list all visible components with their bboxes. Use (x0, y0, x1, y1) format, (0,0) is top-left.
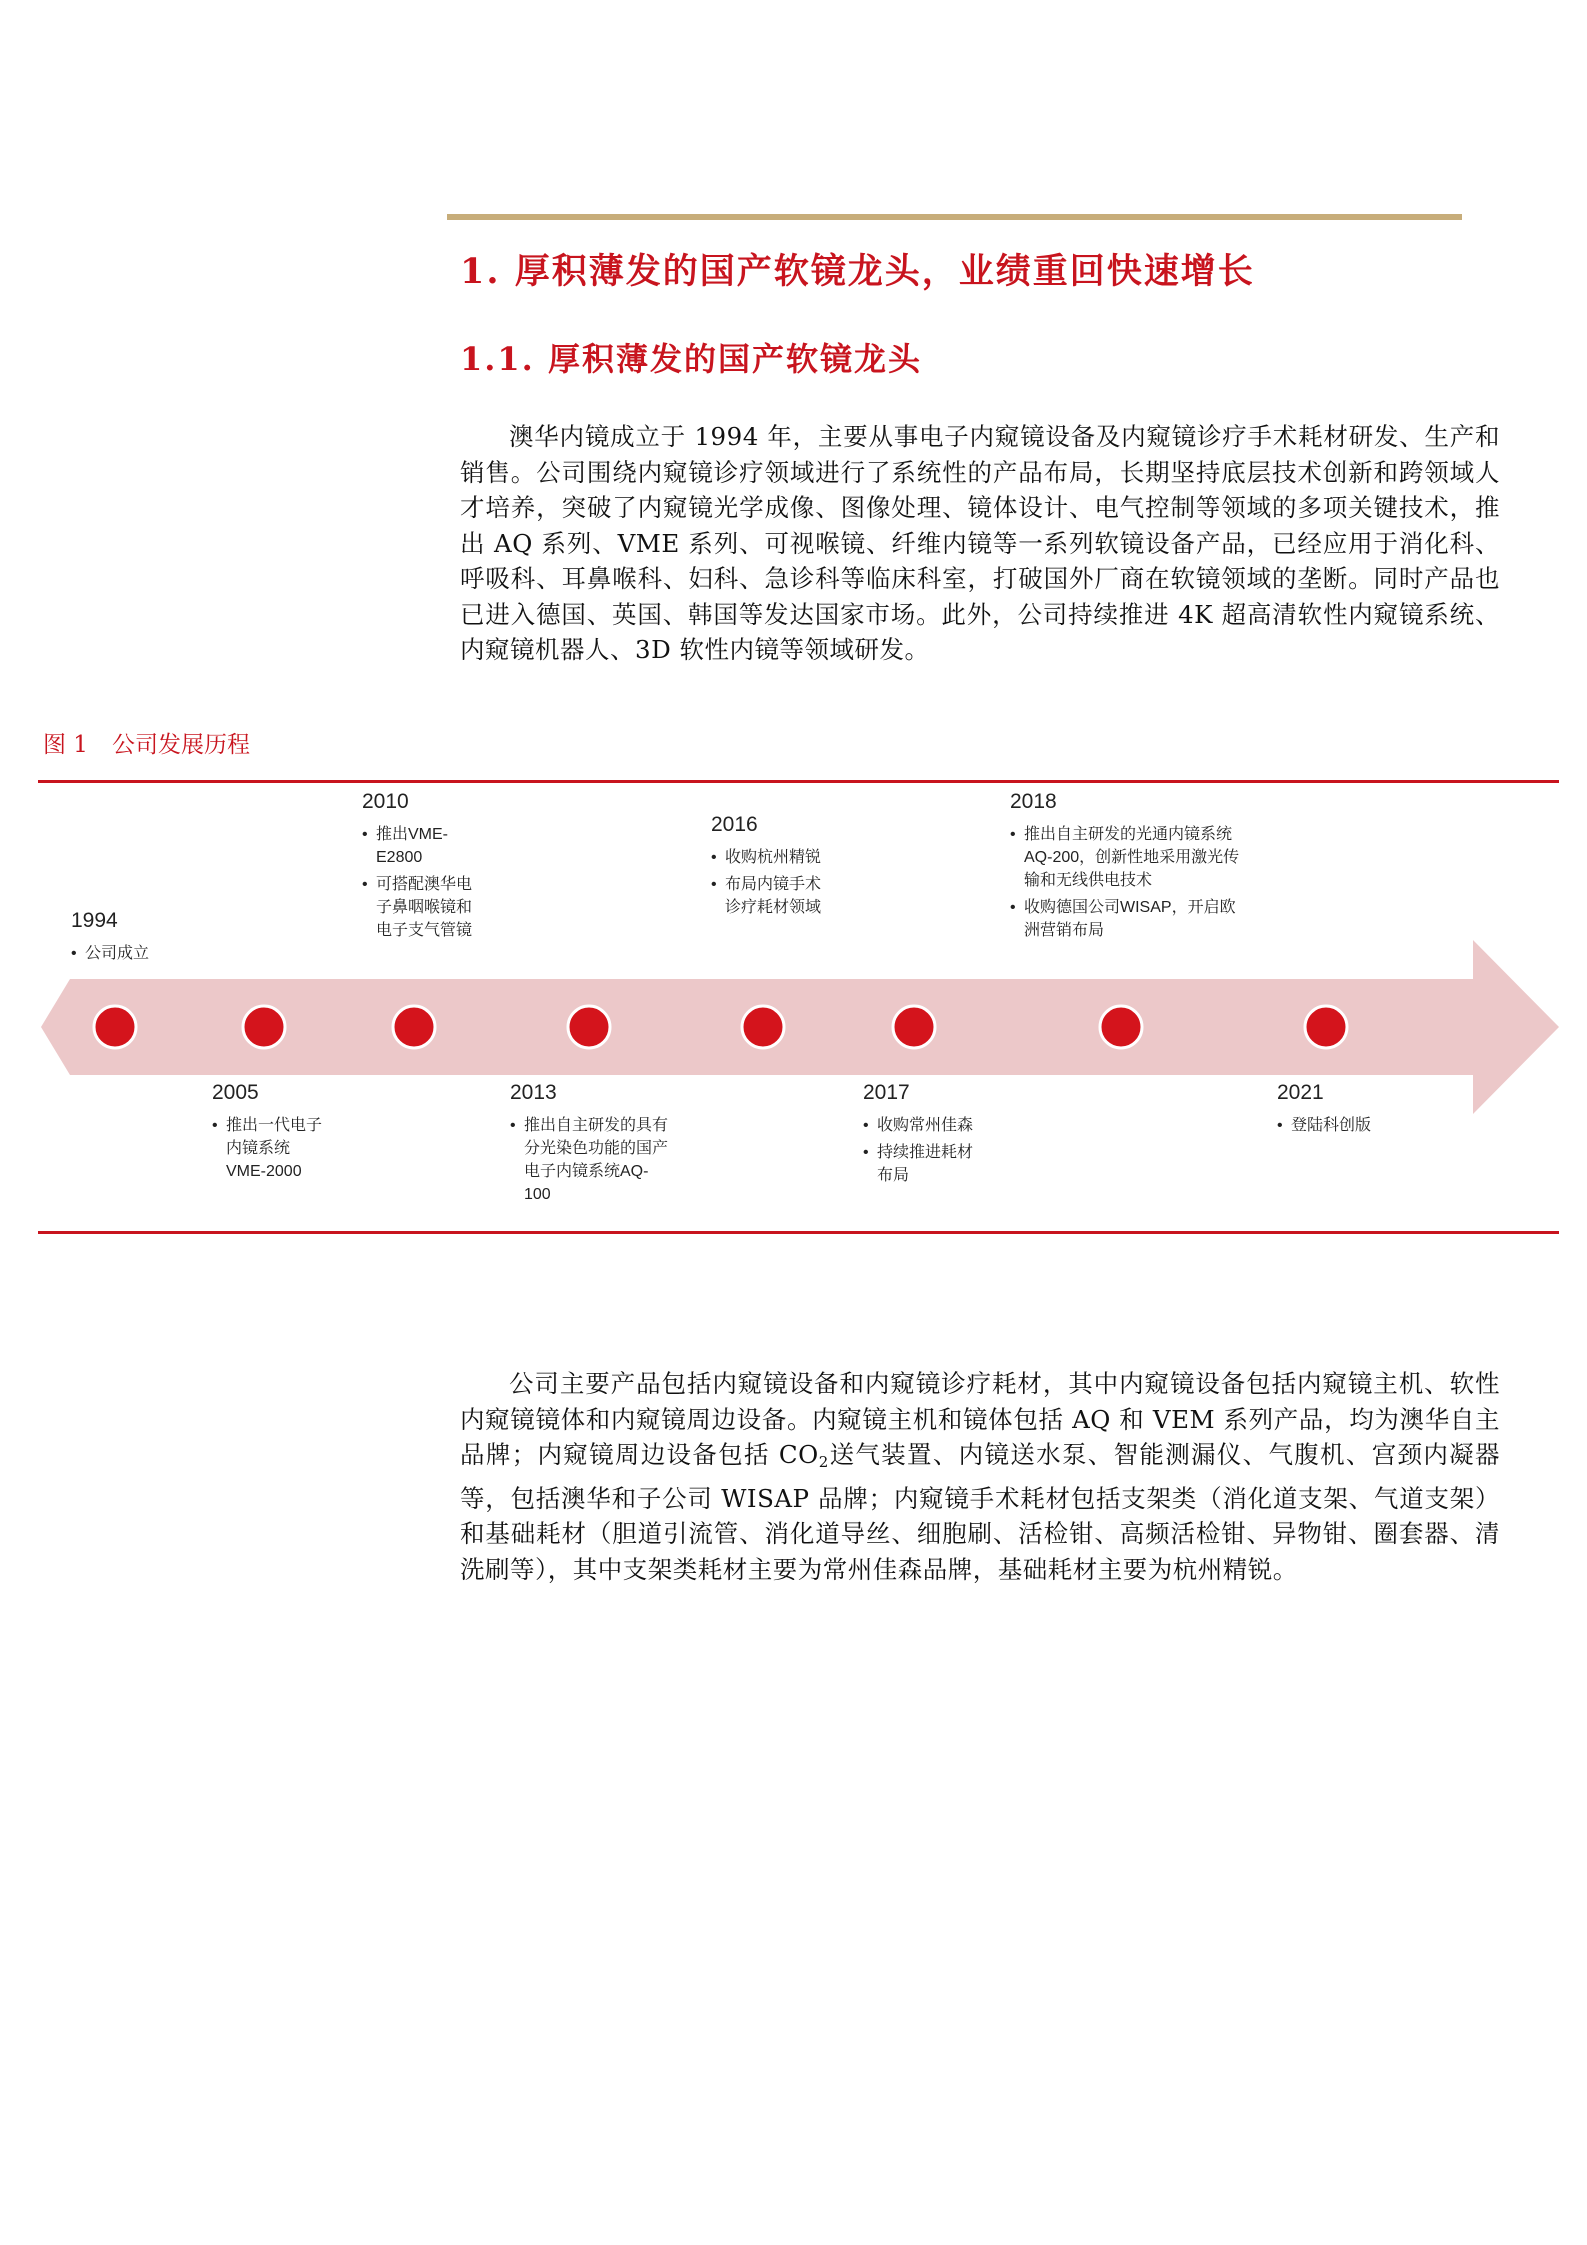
milestone-item: • 收购常州佳森 (863, 1114, 975, 1137)
milestone-item: • 推出自主研发的具有分光染色功能的国产电子内镜系统AQ-100 (510, 1114, 670, 1206)
milestone-item: • 布局内镜手术诊疗耗材领域 (711, 873, 823, 919)
milestone-year: 2018 (1010, 790, 1057, 813)
milestone-year: 2021 (1277, 1081, 1324, 1104)
milestone-2018 (1010, 790, 1240, 946)
milestone-year: 2016 (711, 813, 758, 836)
milestone-year: 2017 (863, 1081, 910, 1104)
timeline-dot-2017 (893, 1006, 935, 1048)
timeline-dot-2005 (243, 1006, 285, 1048)
intro-paragraph (460, 419, 1500, 668)
section-heading-1: 1. 厚积薄发的国产软镜龙头，业绩重回快速增长 (460, 251, 1255, 292)
milestone-item: • 收购德国公司WISAP，开启欧洲营销布局 (1010, 896, 1240, 942)
products-text-part2: 送气装置、内镜送水泵、智能测漏仪、气腹机、宫颈内凝器等，包括澳华和子公司 WISAP 品牌；内窥镜手术耗材包括支架类（消化道支架、气道支架）和基础耗材（胆道引流管、消化道导丝、细胞刷、活检钳、高频活检钳、异物钳、圈套器、清洗刷等），其中支架类耗材主要为常州佳森品牌，基础耗材主要为杭州精锐。 (460, 1440, 1500, 1584)
timeline-dot-2021 (1305, 1006, 1347, 1048)
figure-bottom-rule (38, 1231, 1559, 1234)
milestone-item: • 推出自主研发的光通内镜系统AQ-200，创新性地采用激光传输和无线供电技术 (1010, 823, 1240, 892)
milestone-year: 2005 (212, 1081, 259, 1104)
timeline-dot-2016 (742, 1006, 784, 1048)
milestone-item: • 可搭配澳华电子鼻咽喉镜和电子支气管镜 (362, 873, 474, 942)
milestone-item: • 收购杭州精锐 (711, 846, 823, 869)
section-heading-1-1: 1.1. 厚积薄发的国产软镜龙头 (460, 340, 922, 378)
milestone-item: • 公司成立 (71, 942, 181, 965)
milestone-item: • 持续推进耗材布局 (863, 1141, 975, 1187)
figure-top-rule (38, 780, 1559, 783)
intro-paragraph-text: 澳华内镜成立于 1994 年，主要从事电子内窥镜设备及内窥镜诊疗手术耗材研发、生产和销售。公司围绕内窥镜诊疗领域进行了系统性的产品布局，长期坚持底层技术创新和跨领域人才培养，突破了内窥镜光学成像、图像处理、镜体设计、电气控制等领域的多项关键技术，推出 AQ 系列、VME 系列、可视喉镜、纤维内镜等一系列软镜设备产品，已经应用于消化科、呼吸科、耳鼻喉科、妇科、急诊科等临床科室，打破国外厂商在软镜领域的垄断。同时产品也已进入德国、英国、韩国等发达国家市场。此外，公司持续推进 4K 超高清软性内窥镜系统、内窥镜机器人、3D 软性内镜等领域研发。 (460, 422, 1500, 664)
figure-caption (43, 726, 250, 759)
figure-title: 公司发展历程 (111, 732, 250, 758)
milestone-year: 2013 (510, 1081, 557, 1104)
co2-subscript: 2 (818, 1453, 829, 1471)
milestone-2005 (212, 1081, 324, 1187)
figure-number: 图 1 (43, 732, 88, 758)
milestone-2016 (711, 813, 823, 923)
timeline-dot-2018 (1100, 1006, 1142, 1048)
milestone-year: 1994 (71, 909, 118, 932)
products-text-part1: 公司主要产品包括内窥镜设备和内窥镜诊疗耗材，其中内窥镜设备包括内窥镜主机、软性内窥镜镜体和内窥镜周边设备。内窥镜主机和镜体包括 AQ 和 VEM 系列产品，均为澳华自主品牌；内窥镜周边设备包括 CO (460, 1369, 1500, 1469)
milestone-1994 (71, 909, 181, 969)
milestone-2021 (1277, 1081, 1407, 1141)
milestone-item: • 推出一代电子内镜系统VME-2000 (212, 1114, 324, 1183)
products-paragraph-text (460, 1366, 1500, 1587)
milestone-2017 (863, 1081, 975, 1191)
milestone-2013 (510, 1081, 670, 1210)
timeline-dot-1994 (94, 1006, 136, 1048)
milestone-item: • 登陆科创版 (1277, 1114, 1407, 1137)
milestone-year: 2010 (362, 790, 409, 813)
products-paragraph (460, 1366, 1500, 1587)
milestone-item: • 推出VME-E2800 (362, 823, 474, 869)
timeline-dot-2013 (568, 1006, 610, 1048)
section-top-rule (447, 214, 1462, 220)
milestone-2010 (362, 790, 474, 946)
timeline-dot-2010 (393, 1006, 435, 1048)
